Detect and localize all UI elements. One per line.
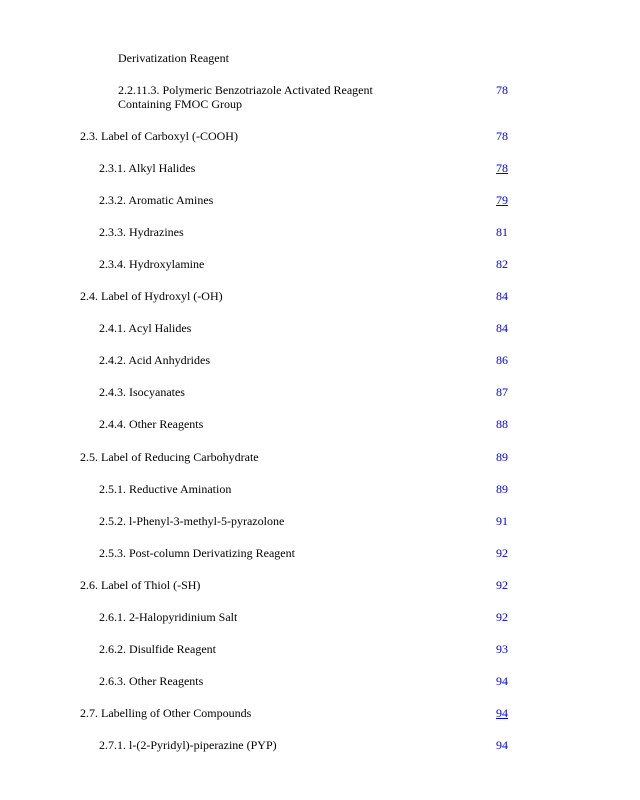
- toc-entry-title: 2.3.2. Aromatic Amines: [99, 193, 214, 207]
- toc-page-link[interactable]: 94: [496, 674, 508, 688]
- toc-entry-title: 2.5.2. l-Phenyl-3-methyl-5-pyrazolone: [99, 514, 285, 528]
- toc-page-link[interactable]: 92: [496, 578, 508, 592]
- toc-entry-title: 2.6.2. Disulfide Reagent: [99, 642, 216, 656]
- toc-page-link[interactable]: 78: [496, 161, 508, 175]
- toc-entry-title: 2.2.11.3. Polymeric Benzotriazole Activated Reagent: [118, 83, 373, 97]
- toc-entry-title: 2.6.3. Other Reagents: [99, 674, 204, 688]
- toc-entry-title: 2.5. Label of Reducing Carbohydrate: [80, 450, 259, 464]
- toc-entry-title: 2.7. Labelling of Other Compounds: [80, 706, 252, 720]
- toc-page-link[interactable]: 94: [496, 706, 508, 720]
- toc-entry-title: 2.3.1. Alkyl Halides: [99, 161, 196, 175]
- toc-page-link[interactable]: 82: [496, 257, 508, 271]
- toc-page-link[interactable]: 92: [496, 546, 508, 560]
- toc-entry-title: 2.6.1. 2-Halopyridinium Salt: [99, 610, 238, 624]
- toc-fragment-title: Derivatization Reagent: [118, 51, 229, 65]
- toc-page-link[interactable]: 88: [496, 417, 508, 431]
- toc-page-link[interactable]: 84: [496, 321, 508, 335]
- toc-entry-title-continued: Containing FMOC Group: [118, 97, 243, 111]
- toc-page-link[interactable]: 86: [496, 353, 508, 367]
- toc-entry-title: 2.4.1. Acyl Halides: [99, 321, 192, 335]
- toc-entry-title: 2.3. Label of Carboxyl (-COOH): [80, 129, 238, 143]
- toc-entry-title: 2.3.3. Hydrazines: [99, 225, 184, 239]
- toc-entry-title: 2.4.3. Isocyanates: [99, 385, 185, 399]
- toc-entry-title: 2.4.2. Acid Anhydrides: [99, 353, 210, 367]
- toc-entry-title: 2.5.1. Reductive Amination: [99, 482, 232, 496]
- toc-page-link[interactable]: 78: [496, 129, 508, 143]
- toc-page-link[interactable]: 78: [496, 83, 508, 97]
- toc-page-link[interactable]: 91: [496, 514, 508, 528]
- toc-page-link[interactable]: 92: [496, 610, 508, 624]
- toc-entry-title: 2.7.1. l-(2-Pyridyl)-piperazine (PYP): [99, 738, 277, 752]
- toc-entry-title: 2.3.4. Hydroxylamine: [99, 257, 205, 271]
- toc-page-link[interactable]: 93: [496, 642, 508, 656]
- toc-entry-title: 2.5.3. Post-column Derivatizing Reagent: [99, 546, 295, 560]
- toc-page-link[interactable]: 84: [496, 289, 508, 303]
- toc-page-link[interactable]: 79: [496, 193, 508, 207]
- toc-entry-title: 2.6. Label of Thiol (-SH): [80, 578, 201, 592]
- toc-page-link[interactable]: 89: [496, 482, 508, 496]
- toc-entry-title: 2.4.4. Other Reagents: [99, 417, 204, 431]
- toc-entry-title: 2.4. Label of Hydroxyl (-OH): [80, 289, 223, 303]
- toc-page-link[interactable]: 81: [496, 225, 508, 239]
- toc-page-link[interactable]: 94: [496, 738, 508, 752]
- toc-page-link[interactable]: 87: [496, 385, 508, 399]
- toc-page-link[interactable]: 89: [496, 450, 508, 464]
